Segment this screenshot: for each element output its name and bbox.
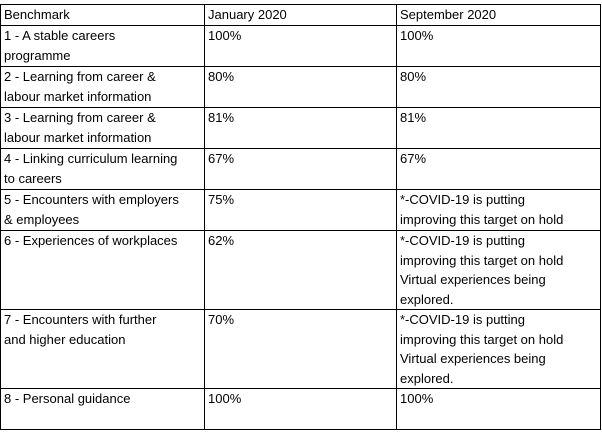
cell-line: Virtual experiences being [400,351,546,366]
september-cell [397,310,601,389]
table-row [1,389,601,430]
cell-line: labour market information [4,88,152,104]
cell-line: labour market information [4,129,152,145]
cell-line: 4 - Linking curriculum learning [4,151,178,166]
january-cell: 75% [205,190,397,231]
september-cell [397,67,601,108]
cell-line: 100% [400,28,434,43]
january-cell: 100% [205,389,397,430]
january-cell: 81% [205,108,397,149]
september-cell [397,26,601,67]
cell-line: *-COVID-19 is putting [400,233,525,248]
cell-line: and higher education [4,331,126,347]
cell-line: 80% [400,69,427,84]
september-cell [397,389,601,430]
table-row [1,67,601,108]
table-row [1,108,601,149]
cell-line: 100% [400,391,434,406]
cell-line: 1 - A stable careers [4,28,116,43]
september-cell [397,190,601,231]
cell-line: Virtual experiences being [400,272,546,287]
cell-line: 3 - Learning from career & [4,110,156,125]
cell-line: *-COVID-19 is putting [400,312,525,327]
cell-line: improving this target on hold [400,211,564,227]
january-cell: 62% [205,231,397,310]
january-cell: 100% [205,26,397,67]
cell-line: improving this target on hold [400,252,564,268]
cell-line: 67% [400,151,427,166]
cell-line: 2 - Learning from career & [4,69,156,84]
january-cell: 67% [205,149,397,190]
column-header-january-2020: January 2020 [205,5,397,26]
column-header-september-2020: September 2020 [397,5,601,26]
cell-line: 8 - Personal guidance [4,391,131,406]
september-cell [397,149,601,190]
cell-line: 6 - Experiences of workplaces [4,233,178,248]
cell-line: *-COVID-19 is putting [400,192,525,207]
cell-line: 7 - Encounters with further [4,312,157,327]
cell-line: & employees [4,211,80,227]
benchmark-cell [1,149,205,190]
benchmark-cell [1,108,205,149]
table-row [1,190,601,231]
table-row [1,149,601,190]
benchmark-cell [1,26,205,67]
cell-line: to careers [4,170,62,186]
table-header-row [1,5,601,26]
september-cell [397,108,601,149]
benchmark-cell [1,231,205,310]
cell-line: 5 - Encounters with employers [4,192,179,207]
column-header-benchmark: Benchmark [1,5,205,26]
benchmark-cell [1,389,205,430]
january-cell: 80% [205,67,397,108]
table-row [1,231,601,310]
cell-line: explored. [400,291,454,307]
cell-line: 81% [400,110,427,125]
table-row [1,310,601,389]
cell-line: explored. [400,370,454,386]
january-cell: 70% [205,310,397,389]
benchmark-cell [1,67,205,108]
table-row [1,26,601,67]
benchmark-cell [1,310,205,389]
cell-line: programme [4,47,71,63]
september-cell [397,231,601,310]
cell-line: improving this target on hold [400,331,564,347]
benchmark-table [0,4,601,430]
benchmark-cell [1,190,205,231]
